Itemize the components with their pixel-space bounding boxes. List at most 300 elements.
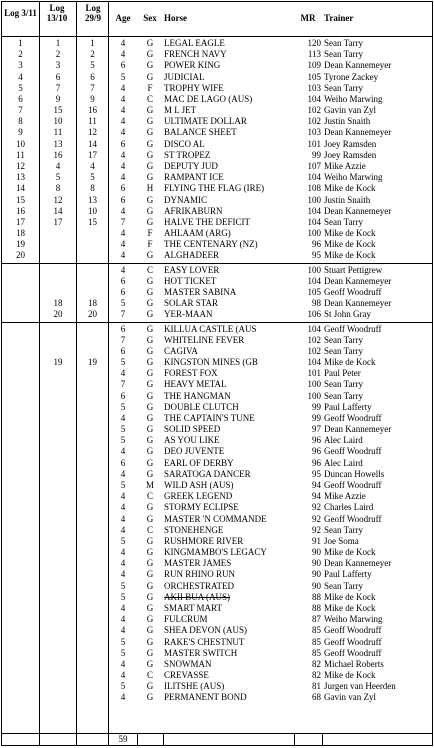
age-cell: 5 <box>120 580 126 591</box>
trainer-cell: Mike de Kock <box>324 591 376 602</box>
age-cell: 7 <box>120 379 126 390</box>
trainer-cell: Sean Tarry <box>324 390 363 401</box>
column-divider <box>137 733 138 745</box>
table-row <box>2 402 432 413</box>
age-cell: 4 <box>120 670 126 681</box>
log-29-9-cell: 6 <box>90 71 95 82</box>
sex-cell: G <box>146 390 154 401</box>
sex-cell: G <box>146 647 154 658</box>
age-cell: 4 <box>120 614 126 625</box>
trainer-cell: Tyrone Zackey <box>324 71 379 82</box>
trainer-cell: Weiho Marwing <box>324 93 383 104</box>
mr-cell: 101 <box>307 138 321 149</box>
table-row <box>2 287 432 298</box>
mr-cell: 82 <box>312 670 321 681</box>
table-row <box>2 49 432 60</box>
table-row <box>2 38 432 49</box>
sex-cell: G <box>146 591 154 602</box>
horse-name-cell: MASTER JAMES <box>164 558 232 569</box>
trainer-cell: Joey Ramsden <box>324 138 377 149</box>
table-row <box>2 625 432 636</box>
sex-cell: G <box>146 345 154 356</box>
sex-cell: G <box>146 60 154 71</box>
table-row <box>2 614 432 625</box>
mr-cell: 120 <box>307 38 321 48</box>
sex-cell: G <box>146 625 154 636</box>
trainer-cell: Mike Azzie <box>324 491 366 502</box>
table-row <box>2 172 432 183</box>
trainer-cell: Geoff Woodruff <box>324 625 382 636</box>
trainer-cell: Jurgen van Heerden <box>324 681 396 692</box>
horse-name-cell: SHEA DEVON (AUS) <box>164 625 247 636</box>
sex-cell: G <box>146 412 154 423</box>
age-cell: 4 <box>120 625 126 636</box>
table-row <box>2 536 432 547</box>
horse-name-cell: MASTER 'N COMMANDE <box>164 513 267 524</box>
log-3-11-cell: 9 <box>18 127 23 138</box>
age-cell: 4 <box>120 93 126 104</box>
trainer-cell: Dean Kannemeyer <box>324 275 392 286</box>
horse-name-cell: DYNAMIC <box>164 194 208 205</box>
age-cell: 4 <box>120 692 126 703</box>
table-row <box>2 379 432 390</box>
table-row <box>2 525 432 536</box>
horse-name-cell: THE CENTENARY (NZ) <box>164 239 258 250</box>
log-13-10-cell: 4 <box>55 160 61 171</box>
trainer-cell: Mike de Kock <box>324 183 376 194</box>
trainer-cell: Sean Tarry <box>324 580 363 591</box>
log-13-10-cell: 20 <box>53 309 63 320</box>
mr-cell: 100 <box>307 264 321 275</box>
table-row <box>2 480 432 491</box>
log-3-11-cell: 17 <box>16 216 25 227</box>
handicap-log-table <box>1 1 433 746</box>
sex-cell: G <box>146 603 154 613</box>
sex-cell: G <box>146 535 154 546</box>
mr-cell: 95 <box>312 250 321 261</box>
sex-cell: G <box>146 127 154 138</box>
horse-name-cell: ALGHADEER <box>164 250 219 261</box>
mr-cell: 104 <box>307 205 321 216</box>
mr-cell: 96 <box>312 239 321 250</box>
mr-cell: 90 <box>312 580 321 591</box>
log-13-10-cell: 8 <box>55 183 61 194</box>
mr-cell: 102 <box>307 345 321 356</box>
log-29-9-cell: 1 <box>90 38 95 48</box>
sex-cell: G <box>146 435 154 446</box>
table-header <box>2 2 432 36</box>
mr-cell: 82 <box>312 658 321 669</box>
mr-cell: 104 <box>307 93 321 104</box>
age-cell: 5 <box>120 424 126 435</box>
sex-cell: G <box>146 692 154 703</box>
horse-name-cell: FLYING THE FLAG (IRE) <box>164 183 265 194</box>
trainer-cell: Paul Peter <box>324 368 361 379</box>
log-29-9-cell: 13 <box>88 194 97 205</box>
age-cell: 5 <box>120 435 126 446</box>
log-29-9-cell: 15 <box>88 216 97 227</box>
sex-cell: F <box>147 82 153 93</box>
sex-cell: G <box>146 194 154 205</box>
sex-cell: G <box>146 49 154 60</box>
trainer-cell: Dean Kannemeyer <box>324 424 392 435</box>
log-29-9-cell: 19 <box>88 357 97 368</box>
horse-name-cell: ULTIMATE DOLLAR <box>164 116 247 127</box>
log-13-10-cell: 9 <box>55 93 61 104</box>
mr-cell: 87 <box>312 614 321 625</box>
horse-name-cell: STONEHENGE <box>164 524 224 535</box>
mr-cell: 97 <box>312 424 321 435</box>
table-row <box>2 547 432 558</box>
trainer-cell: Mike de Kock <box>324 250 376 261</box>
mr-cell: 92 <box>312 502 321 513</box>
log-29-9-cell: 14 <box>88 138 97 149</box>
sex-cell: G <box>146 275 154 286</box>
table-row <box>2 446 432 457</box>
sex-cell: G <box>146 580 154 591</box>
horse-name-cell: MAC DE LAGO (AUS) <box>164 93 253 104</box>
age-cell: 4 <box>120 603 126 613</box>
horse-name-cell: WILD ASH (AUS) <box>164 480 234 491</box>
sex-cell: C <box>146 670 153 681</box>
horse-name-cell: CAGIVA <box>164 345 198 356</box>
mr-cell: 100 <box>307 390 321 401</box>
log-29-9-cell: 2 <box>90 49 95 60</box>
trainer-cell: Sean Tarry <box>324 379 363 390</box>
mr-cell: 100 <box>307 228 321 239</box>
header-age: Age <box>115 13 131 23</box>
log-29-9-cell: 10 <box>88 205 97 216</box>
sex-cell: G <box>146 38 154 48</box>
horse-name-cell: WHITELINE FEVER <box>164 334 245 345</box>
log-13-10-cell: 10 <box>53 116 63 127</box>
trainer-cell: Alec Laird <box>324 435 363 446</box>
horse-name-cell: JUDICIAL <box>164 71 205 82</box>
sex-cell: F <box>147 228 153 239</box>
mr-cell: 102 <box>307 334 321 345</box>
mr-cell: 85 <box>312 636 321 647</box>
age-cell: 4 <box>120 368 126 379</box>
table-row <box>2 228 432 239</box>
age-cell: 7 <box>120 309 126 320</box>
mr-cell: 108 <box>307 183 321 194</box>
sex-cell: G <box>146 468 154 479</box>
age-cell: 6 <box>120 60 126 71</box>
log-13-10-cell: 17 <box>53 216 63 227</box>
table-row <box>2 335 432 346</box>
horse-name-cell: BALANCE SHEET <box>164 127 237 138</box>
log-3-11-cell: 13 <box>16 172 25 183</box>
trainer-cell: Gavin van Zyl <box>324 692 376 703</box>
log-3-11-cell: 16 <box>16 205 25 216</box>
table-row <box>2 183 432 194</box>
table-row <box>2 250 432 261</box>
age-cell: 4 <box>120 513 126 524</box>
log-29-9-cell: 20 <box>88 309 97 320</box>
table-row <box>2 298 432 309</box>
log-3-11-cell: 12 <box>16 160 25 171</box>
horse-name-cell: HEAVY METAL <box>164 379 227 390</box>
table-row <box>2 346 432 357</box>
log-3-11-cell: 14 <box>16 183 25 194</box>
trainer-cell: Sean Tarry <box>324 334 363 345</box>
horse-name-cell: RUN RHINO RUN <box>164 569 236 580</box>
section-divider <box>2 263 432 264</box>
table-row <box>2 637 432 648</box>
sex-cell: G <box>146 424 154 435</box>
log-3-11-cell: 7 <box>18 105 23 116</box>
log-29-9-cell: 7 <box>90 82 95 93</box>
age-cell: 5 <box>120 591 126 602</box>
age-cell: 4 <box>120 524 126 535</box>
log-13-10-cell: 19 <box>53 357 63 368</box>
log-29-9-cell: 16 <box>88 105 97 116</box>
horse-name-cell: ST TROPEZ <box>164 149 211 160</box>
trainer-cell: Paul Lafferty <box>324 569 372 580</box>
sex-cell: C <box>146 93 153 104</box>
horse-name-cell: FRENCH NAVY <box>164 49 227 60</box>
log-13-10-cell: 15 <box>53 105 63 116</box>
age-cell: 4 <box>120 149 126 160</box>
table-row <box>2 458 432 469</box>
horse-name-cell: CREVASSE <box>164 670 209 681</box>
mr-cell: 88 <box>312 591 321 602</box>
horse-name-cell: SOLID SPEED <box>164 424 221 435</box>
trainer-cell: Dean Kannemeyer <box>324 558 392 569</box>
table-row <box>2 276 432 287</box>
log-3-11-cell: 10 <box>16 138 25 149</box>
age-cell: 4 <box>120 547 126 558</box>
sex-cell: G <box>146 569 154 580</box>
mr-cell: 95 <box>312 468 321 479</box>
horse-name-cell: LEGAL EAGLE <box>164 38 225 48</box>
trainer-cell: Geoff Woodruff <box>324 446 382 457</box>
table-row <box>2 569 432 580</box>
age-cell: 4 <box>120 558 126 569</box>
sex-cell: C <box>146 524 153 535</box>
horse-name-cell: POWER KING <box>164 60 221 71</box>
trainer-cell: Justin Snaith <box>324 194 371 205</box>
trainer-cell: Dean Kannemeyer <box>324 298 392 309</box>
mr-cell: 68 <box>312 692 321 703</box>
table-row <box>2 72 432 83</box>
log-29-9-cell: 5 <box>90 172 95 183</box>
horse-name-cell: KINGSTON MINES (GB <box>164 357 258 368</box>
mr-cell: 109 <box>307 60 321 71</box>
horse-name-cell: AS YOU LIKE <box>164 435 220 446</box>
table-footer <box>2 733 432 745</box>
horse-name-cell: GREEK LEGEND <box>164 491 233 502</box>
log-3-11-cell: 4 <box>18 71 23 82</box>
sex-cell: G <box>146 172 154 183</box>
mr-cell: 104 <box>307 216 321 227</box>
sex-cell: G <box>146 149 154 160</box>
age-cell: 5 <box>120 636 126 647</box>
table-row <box>2 648 432 659</box>
trainer-cell: Geoff Woodruff <box>324 636 382 647</box>
age-cell: 4 <box>120 49 126 60</box>
mr-cell: 113 <box>307 49 321 60</box>
mr-cell: 96 <box>312 435 321 446</box>
trainer-cell: Mike de Kock <box>324 228 376 239</box>
age-cell: 4 <box>120 127 126 138</box>
age-cell: 5 <box>120 480 126 491</box>
table-row <box>2 206 432 217</box>
horse-name-cell: AKII BUA (AUS) <box>164 591 230 602</box>
age-cell: 6 <box>120 286 126 297</box>
trainer-cell: Sean Tarry <box>324 49 363 60</box>
horse-name-cell: STORMY ECLIPSE <box>164 502 239 513</box>
sex-cell: G <box>146 71 154 82</box>
sex-cell: G <box>146 502 154 513</box>
age-cell: 5 <box>120 298 126 309</box>
mr-cell: 85 <box>312 625 321 636</box>
trainer-cell: Mike de Kock <box>324 603 376 613</box>
log-3-11-cell: 15 <box>16 194 25 205</box>
table-row <box>2 670 432 681</box>
log-3-11-cell: 6 <box>18 93 23 104</box>
age-cell: 4 <box>120 491 126 502</box>
column-divider <box>163 733 164 745</box>
mr-cell: 104 <box>307 357 321 368</box>
horse-name-cell: HALVE THE DEFICIT <box>164 216 250 227</box>
log-3-11-cell: 3 <box>18 60 23 71</box>
table-row <box>2 681 432 692</box>
table-row <box>2 469 432 480</box>
age-cell: 4 <box>120 82 126 93</box>
header-log-29-9: Log 29/9 <box>84 3 101 23</box>
horse-name-cell: THE CAPTAIN'S TUNE <box>164 412 255 423</box>
sex-cell: G <box>146 513 154 524</box>
sex-cell: G <box>146 298 154 309</box>
mr-cell: 85 <box>312 647 321 658</box>
sex-cell: G <box>146 457 154 468</box>
age-cell: 4 <box>120 239 126 250</box>
mr-cell: 106 <box>307 309 321 320</box>
log-3-11-cell: 5 <box>18 82 23 93</box>
log-29-9-cell: 18 <box>88 298 97 309</box>
mr-cell: 96 <box>312 446 321 457</box>
horse-name-cell: DEPUTY JUD <box>164 160 218 171</box>
footer-divider <box>2 733 432 734</box>
sex-cell: H <box>146 183 154 194</box>
mr-cell: 90 <box>312 547 321 558</box>
table-row <box>2 502 432 513</box>
age-cell: 6 <box>120 390 126 401</box>
mr-cell: 104 <box>307 172 321 183</box>
age-cell: 4 <box>120 116 126 127</box>
trainer-cell: Sean Tarry <box>324 216 363 227</box>
trainer-cell: Joe Soma <box>324 535 359 546</box>
trainer-cell: St John Gray <box>324 309 371 320</box>
horse-name-cell: YER-MAAN <box>164 309 213 320</box>
sex-cell: G <box>146 446 154 457</box>
trainer-cell: Dean Kannemeyer <box>324 60 392 71</box>
sex-cell: G <box>146 401 154 412</box>
table-row <box>2 127 432 138</box>
age-cell: 4 <box>120 412 126 423</box>
table-row <box>2 195 432 206</box>
log-13-10-cell: 6 <box>55 71 61 82</box>
trainer-cell: Weiho Marwing <box>324 172 383 183</box>
table-row <box>2 391 432 402</box>
table-row <box>2 217 432 228</box>
age-cell: 6 <box>120 183 126 194</box>
age-cell: 4 <box>120 160 126 171</box>
log-3-11-cell: 11 <box>16 149 25 160</box>
horse-name-cell: EARL OF DERBY <box>164 457 234 468</box>
mr-cell: 102 <box>307 105 321 116</box>
log-13-10-cell: 1 <box>55 38 61 48</box>
header-sex: Sex <box>143 13 157 23</box>
age-cell: 4 <box>120 658 126 669</box>
table-row <box>2 161 432 172</box>
horse-name-cell: SNOWMAN <box>164 658 212 669</box>
sex-cell: G <box>146 379 154 390</box>
trainer-cell: Sean Tarry <box>324 345 363 356</box>
trainer-cell: Geoff Woodruff <box>324 412 382 423</box>
age-cell: 4 <box>120 172 126 183</box>
horse-name-cell: FULCRUM <box>164 614 208 625</box>
trainer-cell: Gavin van Zyl <box>324 105 376 116</box>
log-3-11-cell: 18 <box>16 228 25 239</box>
table-row <box>2 659 432 670</box>
log-29-9-cell: 4 <box>90 160 95 171</box>
table-row <box>2 265 432 276</box>
horse-name-cell: DOUBLE CLUTCH <box>164 401 239 412</box>
trainer-cell: Joey Ramsden <box>324 149 377 160</box>
horse-name-cell: ILITSHE (AUS) <box>164 681 225 692</box>
table-row <box>2 239 432 250</box>
sex-cell: G <box>146 105 154 116</box>
trainer-cell: Paul Lafferty <box>324 401 372 412</box>
age-cell: 6 <box>120 323 126 334</box>
trainer-cell: Sean Tarry <box>324 524 363 535</box>
age-cell: 6 <box>120 345 126 356</box>
trainer-cell: Sean Tarry <box>324 38 363 48</box>
log-3-11-cell: 1 <box>18 38 23 48</box>
mr-cell: 91 <box>312 535 321 546</box>
trainer-cell: Mike de Kock <box>324 547 376 558</box>
age-cell: 5 <box>120 535 126 546</box>
horse-name-cell: SARATOGA DANCER <box>164 468 251 479</box>
trainer-cell: Mike Azzie <box>324 160 366 171</box>
table-row <box>2 105 432 116</box>
section-divider <box>2 322 432 323</box>
mr-cell: 103 <box>307 82 321 93</box>
log-29-9-cell: 17 <box>88 149 97 160</box>
horse-name-cell: SOLAR STAR <box>164 298 219 309</box>
mr-cell: 104 <box>307 275 321 286</box>
mr-cell: 101 <box>307 368 321 379</box>
horse-name-cell: M L JET <box>164 105 197 116</box>
horse-name-cell: THE HANGMAN <box>164 390 231 401</box>
header-mr: MR <box>300 13 316 23</box>
age-cell: 4 <box>120 264 126 275</box>
mr-cell: 92 <box>312 524 321 535</box>
log-29-9-cell: 5 <box>90 60 95 71</box>
mr-cell: 98 <box>312 298 321 309</box>
header-trainer: Trainer <box>324 13 354 23</box>
age-cell: 4 <box>120 446 126 457</box>
age-cell: 5 <box>120 647 126 658</box>
horse-name-cell: RUSHMORE RIVER <box>164 535 244 546</box>
horse-name-cell: HOT TICKET <box>164 275 217 286</box>
log-29-9-cell: 11 <box>88 116 97 127</box>
horse-name-cell: DEO JUVENTE <box>164 446 225 457</box>
table-row <box>2 83 432 94</box>
age-cell: 4 <box>120 468 126 479</box>
